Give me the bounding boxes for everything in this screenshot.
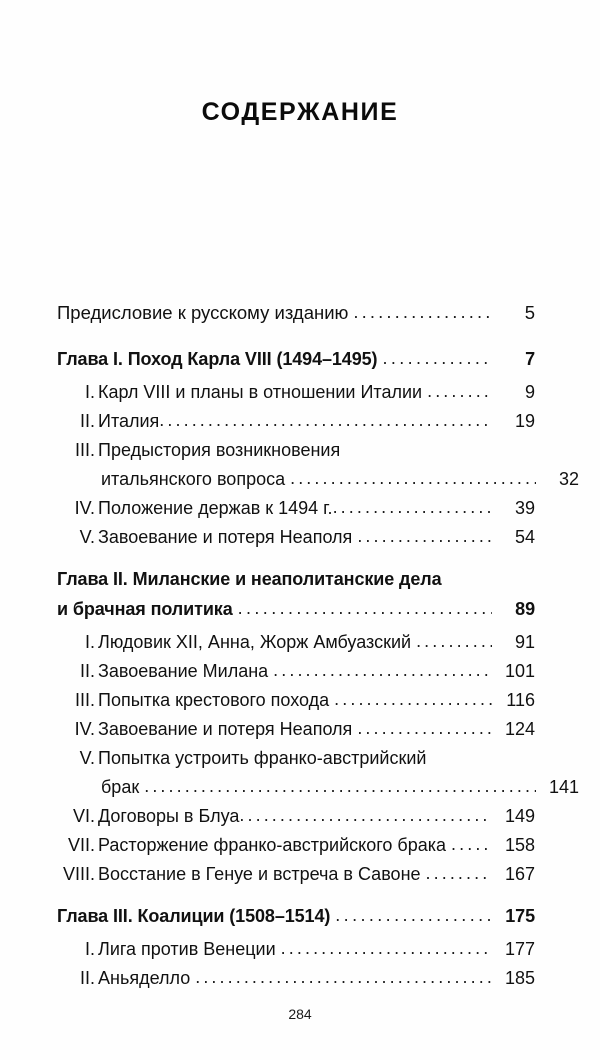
toc-section-label: Восстание в Генуе и встреча в Савоне: [98, 864, 421, 884]
toc-section-label-line2: итальянского вопроса: [101, 469, 286, 489]
dot-leader: [357, 714, 492, 743]
toc-section-label: Италия: [98, 411, 160, 431]
toc-section-page-number: 101: [504, 661, 535, 681]
page-title: СОДЕРЖАНИЕ: [201, 98, 399, 126]
dot-leader: [451, 830, 492, 859]
dot-leader: [195, 963, 492, 992]
toc-section-page-number: 32: [558, 469, 579, 489]
section-numeral: I.: [84, 382, 95, 402]
dot-leader: [290, 464, 536, 493]
section-numeral: I.: [84, 939, 95, 959]
dot-leader: [382, 343, 492, 373]
dot-leader: [416, 627, 492, 656]
dot-leader: [273, 656, 492, 685]
chapter-sections: [57, 378, 579, 552]
toc-section[interactable]: [57, 935, 535, 964]
dot-leader: [334, 685, 492, 714]
dot-leader: [357, 522, 492, 551]
toc-section-label: Завоевание и потеря Неаполя: [98, 719, 353, 739]
toc-chapter-label: Глава II. Миланские и неаполитанские дела: [57, 569, 442, 589]
toc-section-label: Договоры в Блуа: [98, 806, 240, 826]
toc-section[interactable]: [57, 378, 535, 407]
toc-section-page-number: 185: [504, 968, 535, 988]
toc-section-label-line2: брак: [101, 777, 140, 797]
toc-section-page-number: 19: [514, 411, 535, 431]
toc-chapter-heading-continuation[interactable]: [57, 594, 535, 624]
toc-entry-page-number: 5: [524, 302, 535, 323]
toc-section[interactable]: [57, 628, 535, 657]
toc-section-page-number: 141: [548, 777, 579, 797]
toc-section-continuation[interactable]: [57, 773, 579, 802]
section-numeral: II.: [79, 968, 95, 988]
section-numeral: VIII.: [62, 864, 95, 884]
dot-leader: [333, 493, 492, 522]
toc-chapter-label: Глава I. Поход Карла VIII (1494–1495): [57, 349, 378, 369]
toc-section-label: Расторжение франко-австрийского брака: [98, 835, 447, 855]
toc-section-page-number: 39: [514, 498, 535, 518]
toc-section-page-number: 116: [506, 690, 535, 710]
section-numeral: VI.: [72, 806, 95, 826]
toc-section[interactable]: [57, 407, 535, 436]
chapter-block: [57, 564, 579, 889]
toc-section-label: Положение держав к 1494 г.: [98, 498, 333, 518]
toc-entry-label: Предисловие к русскому изданию: [57, 302, 349, 323]
toc-section[interactable]: [57, 860, 535, 889]
toc-section[interactable]: [57, 744, 535, 773]
dot-leader: [144, 772, 536, 801]
toc-chapter-heading[interactable]: [57, 344, 535, 374]
toc-section[interactable]: [57, 523, 535, 552]
toc-section-label: Карл VIII и планы в отношении Италии: [98, 382, 423, 402]
toc-section[interactable]: [57, 715, 535, 744]
dot-leader: [281, 934, 492, 963]
section-numeral: IV.: [74, 498, 95, 518]
toc-section[interactable]: [57, 436, 535, 465]
section-numeral: II.: [79, 411, 95, 431]
dot-leader: [335, 900, 492, 930]
toc-section-continuation[interactable]: [57, 465, 579, 494]
toc-section[interactable]: [57, 494, 535, 523]
toc-chapter-heading[interactable]: [57, 564, 535, 594]
toc-section-page-number: 9: [524, 382, 535, 402]
toc-chapter-label-line2: и брачная политика: [57, 599, 233, 619]
dot-leader: [427, 377, 492, 406]
toc-section-page-number: 149: [504, 806, 535, 826]
toc-section-label: Завоевание и потеря Неаполя: [98, 527, 353, 547]
toc-section-page-number: 91: [514, 632, 535, 652]
chapter-block: [57, 344, 579, 552]
toc-section-page-number: 167: [504, 864, 535, 884]
toc-section-label: Людовик XII, Анна, Жорж Амбуазский: [98, 632, 412, 652]
chapter-block: [57, 901, 535, 993]
toc-section[interactable]: [57, 657, 535, 686]
footer-page-number: 284: [288, 1006, 312, 1022]
toc-entry-front-matter[interactable]: [57, 298, 535, 328]
toc-section-label: Попытка крестового похода: [98, 690, 330, 710]
dot-leader: [353, 297, 492, 327]
toc-section-page-number: 124: [504, 719, 535, 739]
chapter-sections: [57, 628, 579, 889]
toc-section[interactable]: [57, 802, 535, 831]
toc-chapter-page-number: 7: [525, 349, 535, 369]
toc-chapter-page-number: 89: [515, 599, 535, 619]
section-numeral: II.: [79, 661, 95, 681]
toc-section-label: Попытка устроить франко-австрийский: [98, 748, 427, 768]
toc-section-page-number: 177: [504, 939, 535, 959]
toc-section-page-number: 158: [504, 835, 535, 855]
toc-section-label: Аньяделло: [98, 968, 191, 988]
toc-section[interactable]: [57, 686, 535, 715]
dot-leader: [426, 859, 492, 888]
toc-section[interactable]: [57, 964, 535, 993]
toc-section-label: Завоевание Милана: [98, 661, 269, 681]
toc-section[interactable]: [57, 831, 535, 860]
toc-section-label: Лига против Венеции: [98, 939, 276, 959]
section-numeral: V.: [79, 527, 95, 547]
section-numeral: III.: [74, 690, 95, 710]
table-of-contents: [57, 298, 579, 993]
toc-chapter-label: Глава III. Коалиции (1508–1514): [57, 906, 331, 926]
toc-section-page-number: 54: [514, 527, 535, 547]
toc-section-label: Предыстория возникновения: [98, 440, 341, 460]
section-numeral: I.: [84, 632, 95, 652]
toc-chapter-heading[interactable]: [57, 901, 535, 931]
section-numeral: IV.: [74, 719, 95, 739]
section-numeral: VII.: [67, 835, 95, 855]
section-numeral: III.: [74, 440, 95, 460]
section-numeral: V.: [79, 748, 95, 768]
dot-leader: [239, 801, 492, 830]
dot-leader: [159, 406, 492, 435]
dot-leader: [238, 593, 492, 623]
toc-chapter-page-number: 175: [505, 906, 535, 926]
chapter-sections: [57, 935, 535, 993]
